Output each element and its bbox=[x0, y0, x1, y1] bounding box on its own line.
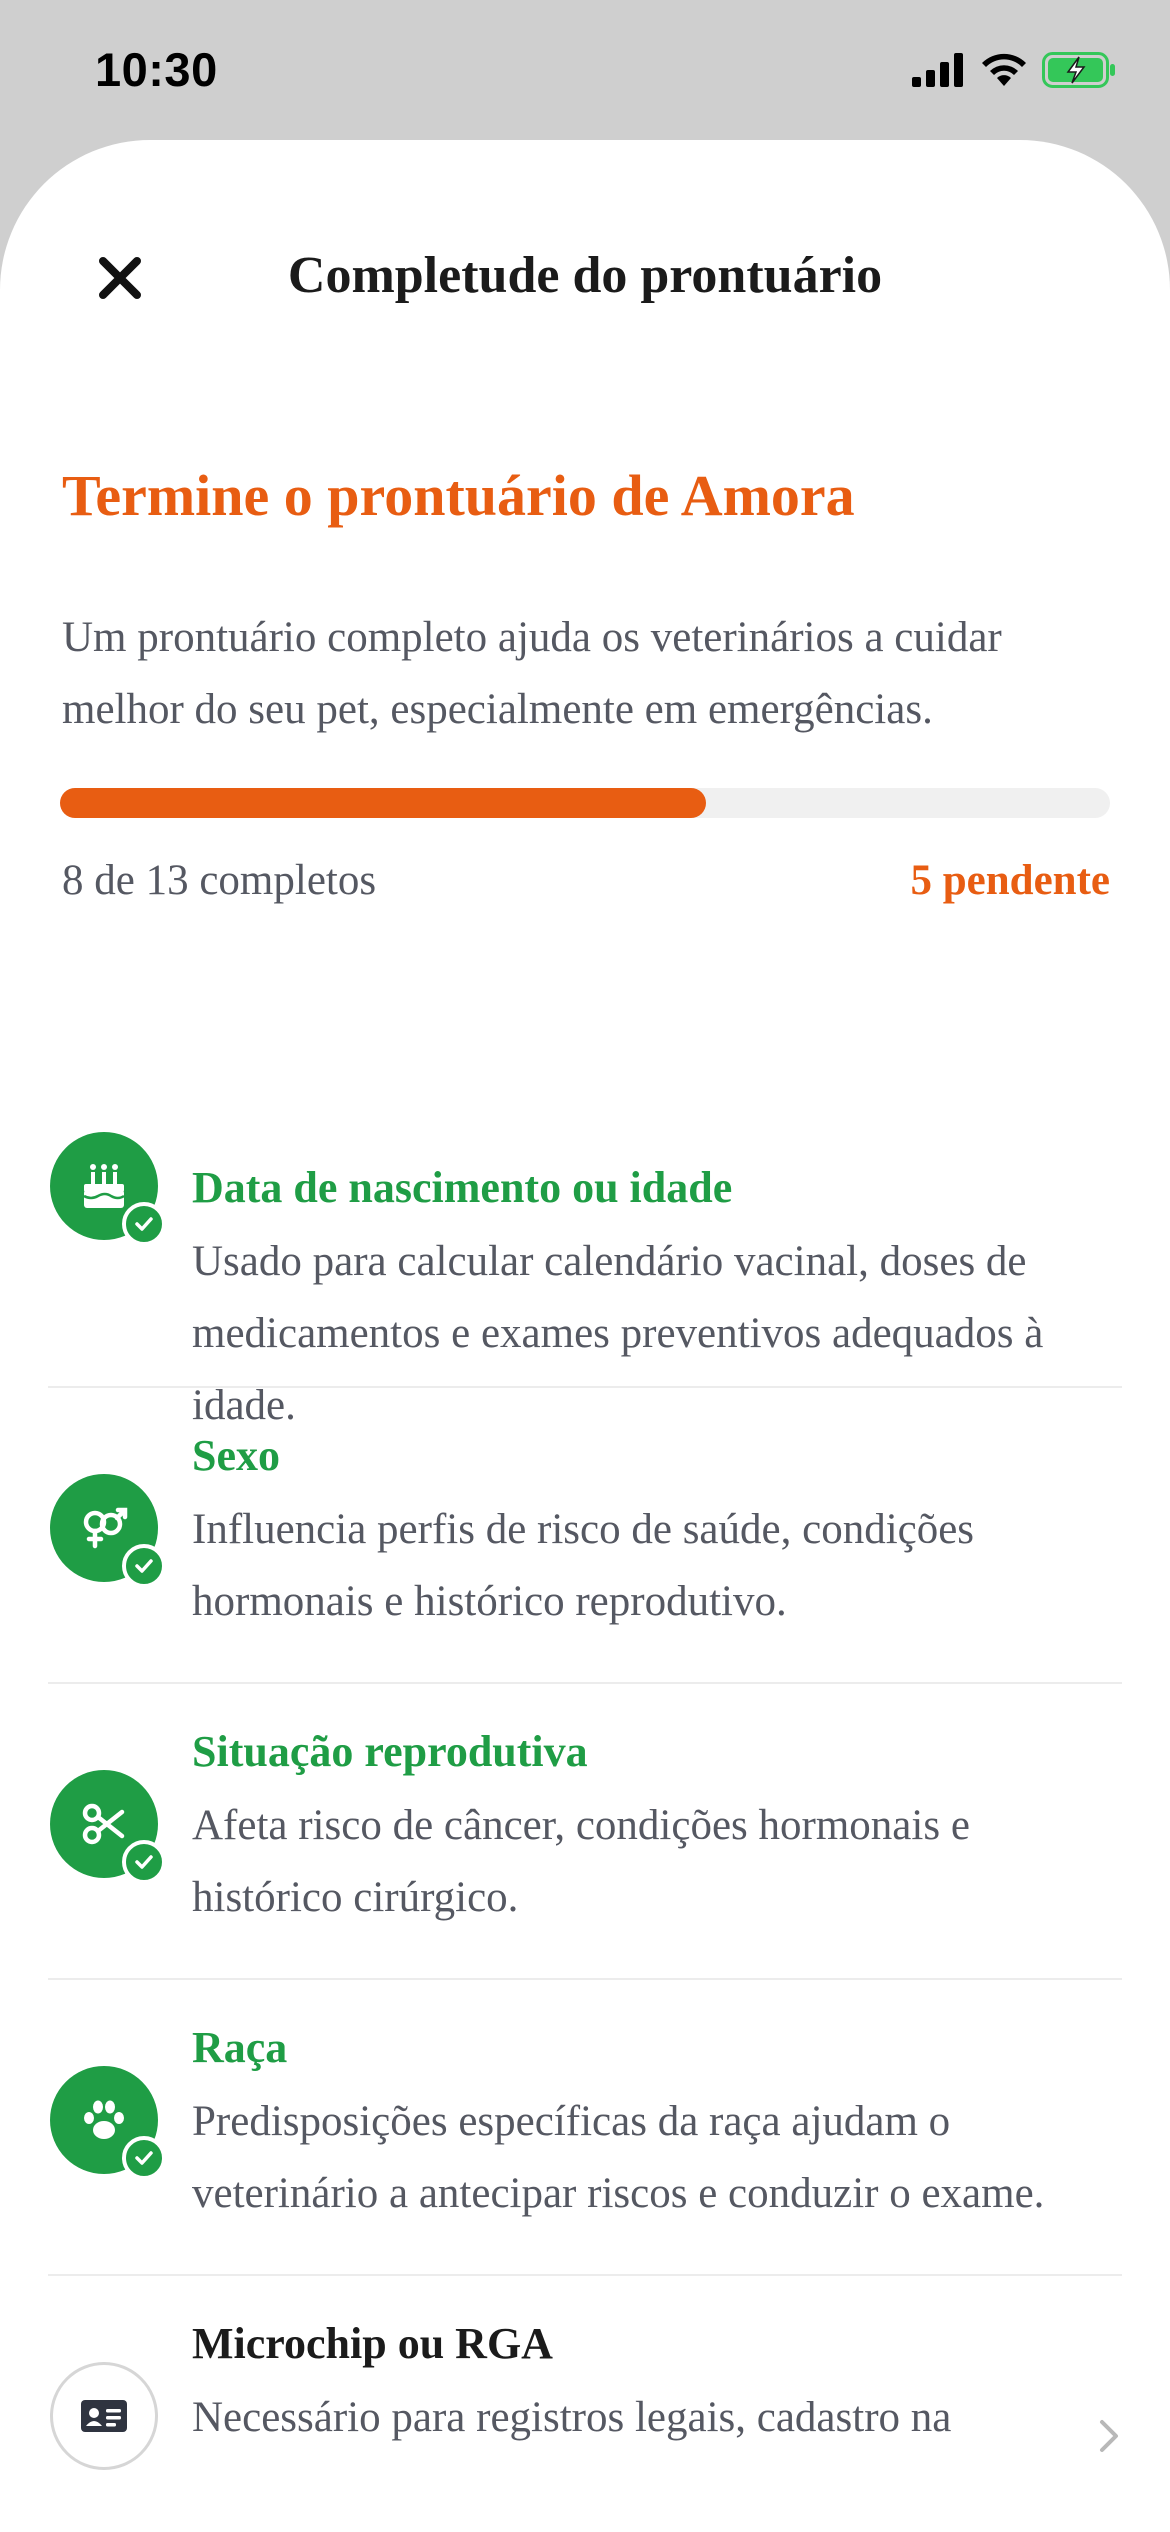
check-icon bbox=[122, 1840, 166, 1884]
checklist bbox=[48, 1020, 1122, 2496]
item-body bbox=[192, 1980, 1122, 2230]
status-bar bbox=[0, 0, 1170, 140]
birthday-cake-icon bbox=[78, 1160, 130, 1212]
item-icon bbox=[50, 1474, 158, 1582]
hero-title: Termine o prontuário de Amora bbox=[62, 463, 855, 528]
paw-icon bbox=[78, 2094, 130, 2146]
list-item[interactable] bbox=[48, 1684, 1122, 1980]
list-item[interactable] bbox=[48, 1020, 1122, 1429]
signal-icon bbox=[912, 53, 966, 87]
item-title: Raça bbox=[192, 2023, 288, 2072]
progress-count: 8 de 13 completos bbox=[62, 857, 377, 904]
status-icons bbox=[912, 52, 1118, 88]
scissors-icon bbox=[78, 1798, 130, 1850]
list-item[interactable] bbox=[48, 1980, 1122, 2276]
gender-icon bbox=[78, 1502, 130, 1554]
chevron-right-icon bbox=[1096, 2416, 1122, 2460]
item-icon bbox=[50, 1132, 158, 1240]
item-icon bbox=[50, 2066, 158, 2174]
hero-description: Um prontuário completo ajuda os veterinários a cuidar melhor do seu pet, especialmente em emergências. bbox=[62, 614, 1002, 733]
status-time: 10:30 bbox=[95, 43, 218, 96]
item-body bbox=[192, 1684, 1122, 1934]
item-description: Usado para calcular calendário vacinal, doses de medicamentos e exames preventivos adequados à idade. bbox=[192, 1238, 1044, 1429]
sheet-header bbox=[0, 240, 1170, 320]
check-icon bbox=[122, 1544, 166, 1588]
check-icon bbox=[122, 1202, 166, 1246]
progress-pending: 5 pendente bbox=[910, 857, 1110, 904]
list-item[interactable] bbox=[48, 2276, 1122, 2496]
item-description: Predisposições específicas da raça ajudam o veterinário a antecipar riscos e conduzir o exame. bbox=[192, 2098, 1045, 2217]
check-icon bbox=[122, 2136, 166, 2180]
item-description: Influencia perfis de risco de saúde, condições hormonais e histórico reprodutivo. bbox=[192, 1506, 975, 1625]
item-description: Necessário para registros legais, cadastro na bbox=[192, 2394, 952, 2441]
item-description: Afeta risco de câncer, condições hormonais e histórico cirúrgico. bbox=[192, 1802, 970, 1921]
progress-bar bbox=[60, 788, 1110, 818]
battery-charging-icon bbox=[1042, 52, 1118, 88]
wifi-icon bbox=[980, 52, 1028, 88]
id-card-icon bbox=[79, 2396, 129, 2436]
item-title: Microchip ou RGA bbox=[192, 2319, 553, 2368]
sheet-title: Completude do prontuário bbox=[287, 247, 883, 304]
item-title: Situação reprodutiva bbox=[192, 1727, 588, 1776]
item-body bbox=[192, 1020, 1122, 1442]
list-item[interactable] bbox=[48, 1388, 1122, 1684]
item-body bbox=[192, 2276, 1122, 2454]
progress-fill bbox=[60, 788, 706, 818]
item-title: Sexo bbox=[192, 1431, 280, 1480]
item-title: Data de nascimento ou idade bbox=[192, 1163, 733, 1212]
item-body bbox=[192, 1388, 1122, 1638]
bottom-sheet bbox=[0, 140, 1170, 2532]
item-icon bbox=[50, 2362, 158, 2470]
item-icon bbox=[50, 1770, 158, 1878]
